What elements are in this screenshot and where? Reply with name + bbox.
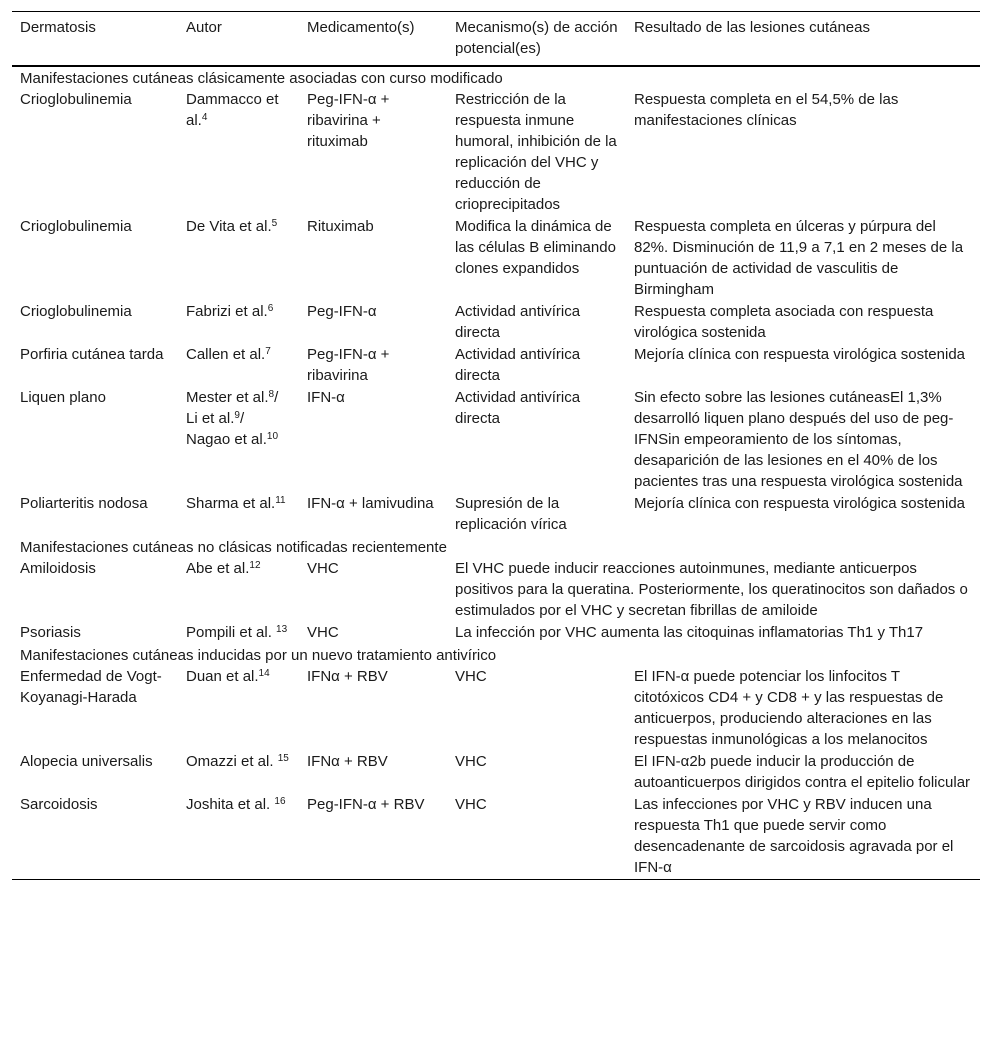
author-name: De Vita et al. xyxy=(186,218,272,235)
header-medicamento: Medicamento(s) xyxy=(307,19,415,36)
header-mecanismo: Mecanismo(s) de acción potencial(es) xyxy=(455,19,618,57)
cell-dermatosis: Alopecia universalis xyxy=(20,753,153,770)
cell-mecanismo-resultado: La infección por VHC aumenta las citoquinas inflamatorias Th1 y Th17 xyxy=(455,624,924,641)
cell-medicamento: IFNα + RBV xyxy=(307,668,388,685)
reference-number: 11 xyxy=(275,495,286,506)
table-row xyxy=(12,794,980,880)
reference-number: 10 xyxy=(266,431,279,442)
reference-number: 8 xyxy=(268,389,275,400)
header-resultado: Resultado de las lesiones cutáneas xyxy=(634,19,870,36)
cell-medicamento: Rituximab xyxy=(307,218,374,235)
cell-dermatosis: Amiloidosis xyxy=(20,560,96,577)
reference-number: 9 xyxy=(234,410,240,421)
cell-mecanismo: VHC xyxy=(455,796,487,813)
cell-dermatosis: Liquen plano xyxy=(20,389,106,406)
cell-mecanismo: Restricción de la respuesta inmune humoral, inhibición de la replicación del VHC y reducción de crioprecipitados xyxy=(455,91,617,213)
cell-autor xyxy=(178,387,299,493)
cell-mecanismo: VHC xyxy=(455,753,487,770)
cell-resultado: Mejoría clínica con respuesta virológica sostenida xyxy=(634,346,966,363)
cell-resultado: Respuesta completa asociada con respuesta virológica sostenida xyxy=(634,303,934,341)
reference-number: 7 xyxy=(265,346,271,357)
cell-autor xyxy=(178,344,299,387)
table-row xyxy=(12,89,980,216)
reference-number: 14 xyxy=(258,668,270,679)
cell-medicamento: Peg-IFN-α + ribavirina + rituximab xyxy=(307,91,390,150)
table-row xyxy=(12,344,980,387)
cell-autor xyxy=(178,493,299,536)
table-row xyxy=(12,558,980,622)
cell-autor xyxy=(178,558,299,622)
section-title: Manifestaciones cutáneas clásicamente asociadas con curso modificado xyxy=(20,70,503,87)
author-name: Mester et al. xyxy=(186,389,269,406)
table-container xyxy=(12,11,980,880)
author-name: Joshita et al. xyxy=(186,796,275,813)
cell-resultado: Respuesta completa en el 54,5% de las manifestaciones clínicas xyxy=(634,91,899,129)
cell-dermatosis: Crioglobulinemia xyxy=(20,303,132,320)
cell-resultado: El IFN-α2b puede inducir la producción de autoanticuerpos dirigidos contra el epitelio folicular xyxy=(634,753,971,791)
author-name: / Li et al. xyxy=(186,389,279,427)
cell-dermatosis: Sarcoidosis xyxy=(20,796,98,813)
cell-dermatosis: Crioglobulinemia xyxy=(20,218,132,235)
reference-number: 13 xyxy=(276,624,288,635)
cell-mecanismo: Actividad antivírica directa xyxy=(455,389,581,427)
header-autor: Autor xyxy=(186,19,222,36)
cell-resultado: Mejoría clínica con respuesta virológica sostenida xyxy=(634,495,966,512)
cell-mecanismo: Modifica la dinámica de las células B eliminando clones expandidos xyxy=(455,218,616,277)
reference-number: 16 xyxy=(274,796,286,807)
cell-mecanismo: VHC xyxy=(455,668,487,685)
table-row xyxy=(12,622,980,644)
cell-medicamento: VHC xyxy=(307,624,339,641)
section-row xyxy=(12,644,980,666)
reference-number: 4 xyxy=(201,112,208,123)
cell-resultado: Sin efecto sobre las lesiones cutáneasEl 1,3% desarrolló liquen plano después del uso de peg-IFNSin empeoramiento de los síntomas, desaparición de las lesiones en el 40% de los pacientes tras una respuesta virológica sostenida xyxy=(634,389,963,490)
author-name: Callen et al. xyxy=(186,346,266,363)
cell-autor xyxy=(178,666,299,751)
cell-autor xyxy=(178,216,299,301)
section-row xyxy=(12,536,980,558)
cell-autor xyxy=(178,622,299,644)
cell-dermatosis: Crioglobulinemia xyxy=(20,91,132,108)
cell-medicamento: IFN-α + lamivudina xyxy=(307,495,434,512)
cell-medicamento: IFNα + RBV xyxy=(307,753,388,770)
cell-mecanismo-resultado: El VHC puede inducir reacciones autoinmunes, mediante anticuerpos positivos para la queratina. Posteriormente, los queratinocitos son dañados o estimulados por el VHC y secretan fibrillas de amiloide xyxy=(455,560,968,619)
author-name: Dammacco et al. xyxy=(186,91,279,129)
table-row xyxy=(12,751,980,794)
author-name: Abe et al. xyxy=(186,560,250,577)
author-name: Sharma et al. xyxy=(186,495,276,512)
cell-medicamento: Peg-IFN-α + ribavirina xyxy=(307,346,390,384)
section-title: Manifestaciones cutáneas no clásicas notificadas recientemente xyxy=(20,539,447,556)
cell-autor xyxy=(178,89,299,216)
cell-resultado: Las infecciones por VHC y RBV inducen una respuesta Th1 que puede servir como desencadenante de sarcoidosis agravada por el IFN-α xyxy=(634,796,954,876)
cell-medicamento: IFN-α xyxy=(307,389,345,406)
cell-dermatosis: Poliarteritis nodosa xyxy=(20,495,148,512)
cell-dermatosis: Porfiria cutánea tarda xyxy=(20,346,164,363)
reference-number: 6 xyxy=(267,303,274,314)
cell-mecanismo: Actividad antivírica directa xyxy=(455,303,581,341)
cell-medicamento: Peg-IFN-α + RBV xyxy=(307,796,425,813)
table-row xyxy=(12,493,980,536)
table-row xyxy=(12,301,980,344)
cell-autor xyxy=(178,301,299,344)
section-row xyxy=(12,66,980,89)
author-name: / Nagao et al. xyxy=(186,410,267,448)
table-header xyxy=(12,12,980,67)
reference-number: 5 xyxy=(271,218,278,229)
table-row xyxy=(12,216,980,301)
cell-mecanismo: Actividad antivírica directa xyxy=(455,346,581,384)
reference-number: 12 xyxy=(249,560,261,571)
reference-number: 15 xyxy=(277,753,289,764)
section-title: Manifestaciones cutáneas inducidas por un nuevo tratamiento antivírico xyxy=(20,647,497,664)
cell-dermatosis: Enfermedad de Vogt-Koyanagi-Harada xyxy=(20,668,162,706)
cell-medicamento: VHC xyxy=(307,560,339,577)
table-body xyxy=(12,66,980,880)
author-name: Fabrizi et al. xyxy=(186,303,268,320)
cell-resultado: El IFN-α puede potenciar los linfocitos T citotóxicos CD4 + y CD8 + y las respuestas de anticuerpos, produciendo alteraciones en las respuestas inmunológicas a los melanocitos xyxy=(634,668,944,748)
author-name: Duan et al. xyxy=(186,668,259,685)
cell-mecanismo: Supresión de la replicación vírica xyxy=(455,495,567,533)
header-dermatosis: Dermatosis xyxy=(20,19,96,36)
cell-autor xyxy=(178,751,299,794)
cell-dermatosis: Psoriasis xyxy=(20,624,81,641)
table-row xyxy=(12,666,980,751)
author-name: Omazzi et al. xyxy=(186,753,278,770)
dermatosis-table xyxy=(12,11,980,880)
table-row xyxy=(12,387,980,493)
cell-medicamento: Peg-IFN-α xyxy=(307,303,377,320)
cell-resultado: Respuesta completa en úlceras y púrpura del 82%. Disminución de 11,9 a 7,1 en 2 meses de la puntuación de actividad de vasculitis de Birmingham xyxy=(634,218,964,298)
author-name: Pompili et al. xyxy=(186,624,277,641)
cell-autor xyxy=(178,794,299,880)
